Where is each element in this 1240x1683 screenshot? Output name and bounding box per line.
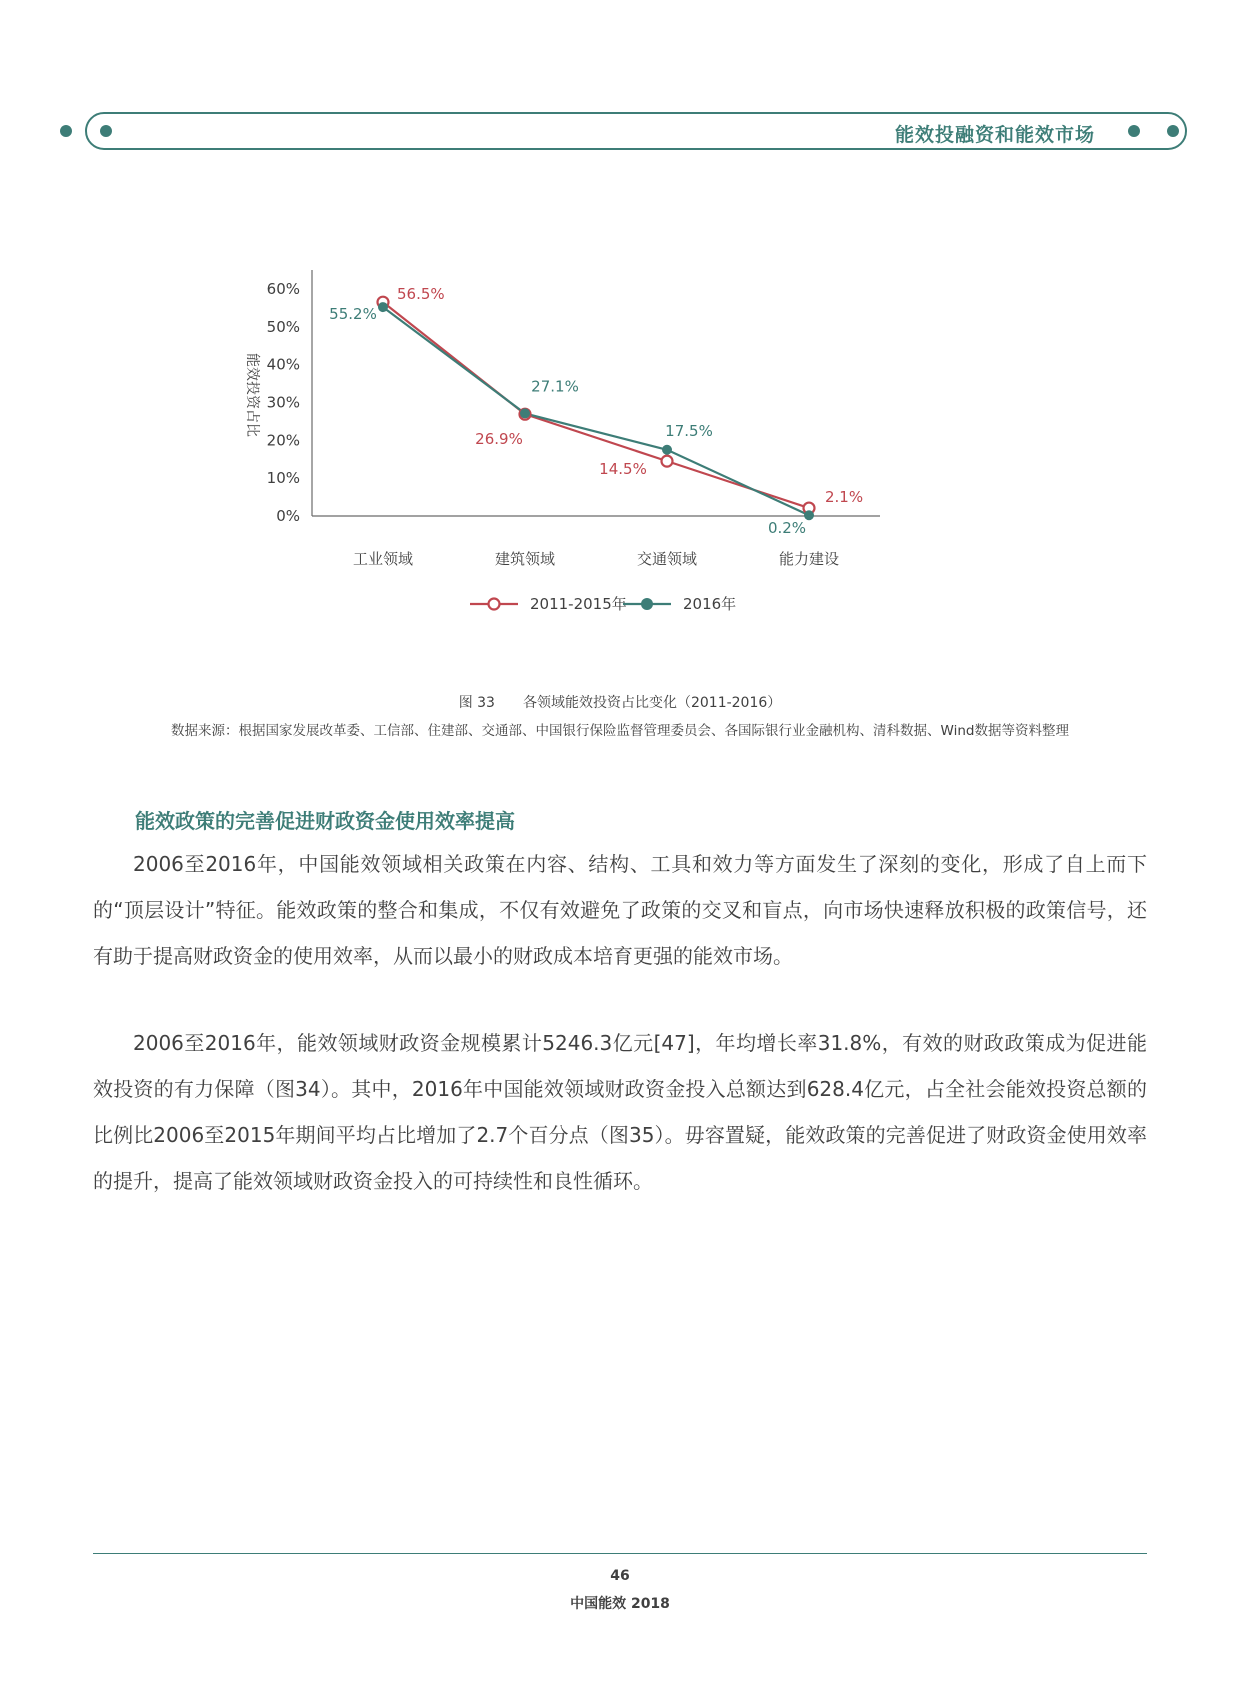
- footer-title: 中国能效 2018: [570, 1596, 670, 1612]
- legend-label: 2016年: [683, 595, 737, 613]
- figure-caption: [0, 692, 1240, 712]
- header-outer-dot-right: [1167, 125, 1179, 137]
- figure-title: 各领域能效投资占比变化（2011-2016）: [522, 695, 782, 711]
- y-tick-labels: [267, 280, 300, 525]
- header-inner-dot-right: [1128, 125, 1140, 137]
- data-label: 2.1%: [825, 488, 864, 507]
- data-label: 56.5%: [397, 285, 445, 304]
- data-point: [662, 456, 673, 467]
- y-tick-label: 50%: [266, 317, 300, 336]
- figure-number: 图 33: [458, 695, 495, 711]
- y-tick-label: 40%: [266, 355, 300, 374]
- data-label: 55.2%: [329, 305, 377, 324]
- y-tick-label: 30%: [266, 393, 300, 412]
- x-tick-label: 工业领域: [352, 550, 414, 568]
- y-tick-label: 0%: [276, 507, 300, 525]
- page-number: 46: [610, 1568, 630, 1584]
- header-inner-dot-left: [100, 125, 112, 137]
- header-title: 能效投融资和能效市场: [894, 124, 1095, 146]
- legend-marker: [641, 598, 653, 610]
- data-label: 14.5%: [599, 460, 647, 479]
- footer-divider: [93, 1553, 1147, 1554]
- y-tick-label: 60%: [266, 279, 300, 298]
- chart-axes: [312, 270, 880, 516]
- y-tick-label: 10%: [266, 469, 300, 488]
- line-chart: [220, 270, 960, 670]
- y-tick-label: 20%: [266, 431, 300, 450]
- data-point: [662, 445, 672, 455]
- series-line-1: [383, 307, 809, 515]
- legend-marker: [489, 599, 500, 610]
- x-tick-label: 建筑领域: [494, 550, 556, 568]
- legend-label: 2011-2015年: [530, 595, 627, 613]
- paragraph-2: 2006至2016年，能效领域财政资金规模累计5246.3亿元[47]，年均增长率31.8%，有效的财政政策成为促进能效投资的有力保障（图34）。其中，2016年中国能效领域财政资金投入总额达到628.4亿元，占全社会能效投资总额的比例比2006至2015年期间平均占比增加了2.7个百分点（图35）。毋容置疑，能效政策的完善促进了财政资金使用效率的提升，提高了能效领域财政资金投入的可持续性和良性循环。: [93, 1031, 1147, 1193]
- figure-source: 数据来源：根据国家发展改革委、工信部、住建部、交通部、中国银行保险监督管理委员会、各国际银行业金融机构、清科数据、Wind数据等资料整理: [171, 723, 1069, 739]
- data-label: 27.1%: [531, 377, 579, 396]
- x-tick-label: 能力建设: [778, 550, 840, 568]
- data-point: [378, 302, 388, 312]
- header-outer-dot-left: [60, 125, 72, 137]
- x-tick-label: 交通领域: [636, 550, 698, 568]
- x-tick-labels: [353, 550, 839, 568]
- section-heading: 能效政策的完善促进财政资金使用效率提高: [135, 809, 515, 833]
- data-point: [520, 408, 530, 418]
- series-line-0: [383, 302, 809, 508]
- data-label: 0.2%: [767, 519, 807, 538]
- series-lines: [383, 302, 809, 515]
- data-label: 17.5%: [665, 421, 713, 440]
- y-axis-label: 能效投资占比: [244, 353, 260, 437]
- paragraph-1: 2006至2016年，中国能效领域相关政策在内容、结构、工具和效力等方面发生了深刻的变化，形成了自上而下的“顶层设计”特征。能效政策的整合和集成，不仅有效避免了政策的交叉和盲点，向市场快速释放积极的政策信号，还有助于提高财政资金的使用效率，从而以最小的财政成本培育更强的能效市场。: [93, 852, 1147, 968]
- chart-legend: [470, 595, 736, 613]
- data-label: 26.9%: [475, 430, 523, 449]
